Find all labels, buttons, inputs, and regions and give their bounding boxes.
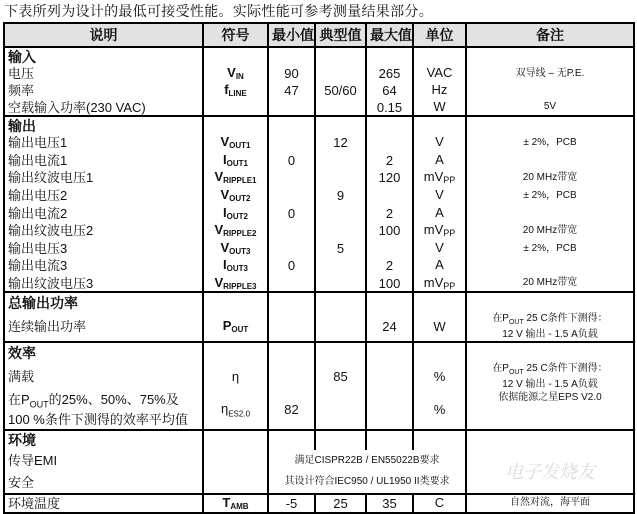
min-value <box>268 99 315 116</box>
typ-value: 12 <box>315 134 366 152</box>
max-value <box>366 134 413 152</box>
typ-value: 85 <box>315 362 366 391</box>
table-row <box>4 99 634 116</box>
description: 输出电压2 <box>4 187 203 205</box>
table-row <box>4 312 634 342</box>
max-value: 64 <box>366 82 413 99</box>
section-header-row <box>4 47 634 65</box>
symbol: $I_{OUT2}$ <box>223 204 248 221</box>
min-value <box>268 275 315 293</box>
table-row <box>4 204 634 222</box>
table-row <box>4 187 634 205</box>
description: 输出纹波电压3 <box>4 275 203 293</box>
unit: % <box>413 391 466 429</box>
min-value: 0 <box>268 204 315 222</box>
note <box>466 204 634 222</box>
unit: $mV_{PP}$ <box>423 169 456 186</box>
intro-text: 下表所列为设计的最低可接受性能。实际性能可参考测量结果部分。 <box>4 4 433 20</box>
column-header: 备注 <box>466 23 634 47</box>
max-value: 0.15 <box>366 99 413 116</box>
typ-value <box>315 152 366 170</box>
symbol: $I_{OUT3}$ <box>223 257 248 274</box>
table-row <box>4 65 634 82</box>
section-header-row <box>4 292 634 312</box>
note: 在$P_{OUT}$ 25 C条件下测得： 12 V 输出 - 1.5 A负载 <box>466 312 634 342</box>
min-value: 0 <box>268 257 315 275</box>
description: 安全 <box>4 472 203 494</box>
unit: W <box>413 312 466 342</box>
note: ± 2%，PCB <box>466 134 634 152</box>
description: 输出纹波电压2 <box>4 222 203 240</box>
typ-value <box>315 222 366 240</box>
description: 传导EMI <box>4 450 203 472</box>
column-header: 单位 <box>413 23 466 47</box>
max-value: 2 <box>366 204 413 222</box>
typ-value: 25 <box>315 494 366 513</box>
note: 20 MHz带宽 <box>466 169 634 187</box>
max-value: 265 <box>366 65 413 82</box>
symbol: $\eta_{ES2.0}$ <box>203 391 268 429</box>
symbol: $V_{RIPPLE1}$ <box>214 169 257 186</box>
typ-value <box>315 65 366 82</box>
typ-value: 50/60 <box>315 82 366 99</box>
typ-value <box>315 204 366 222</box>
description: 空载输入功率(230 VAC) <box>4 99 203 116</box>
section-title: 输出 <box>4 116 203 134</box>
symbol: $V_{OUT2}$ <box>220 187 251 204</box>
section-title: 效率 <box>4 342 203 362</box>
description: 输出纹波电压1 <box>4 169 203 187</box>
section-title: 总输出功率 <box>4 292 203 312</box>
min-value <box>268 169 315 187</box>
table-row <box>4 275 634 293</box>
table-row <box>4 169 634 187</box>
note: 其设计符合IEC950 / UL1950 II类要求 <box>268 472 466 494</box>
min-value: 90 <box>268 65 315 82</box>
symbol: $V_{RIPPLE2}$ <box>214 222 257 239</box>
symbol: η <box>203 362 268 391</box>
max-value: 24 <box>366 312 413 342</box>
symbol: $V_{OUT1}$ <box>220 134 251 151</box>
description: 在$P_{OUT}$的25%、50%、75%及 100 %条件下测得的效率平均值 <box>4 391 203 429</box>
note: 满足CISPR22B / EN55022B要求 <box>268 450 466 472</box>
note <box>466 257 634 275</box>
section-header-row <box>4 116 634 134</box>
symbol: $I_{OUT1}$ <box>223 151 248 168</box>
max-value: 2 <box>366 152 413 170</box>
note: 5V <box>466 99 634 116</box>
min-value <box>268 222 315 240</box>
symbol: $V_{OUT3}$ <box>220 239 251 256</box>
table-row <box>4 152 634 170</box>
unit: V <box>435 134 444 150</box>
unit: A <box>435 151 444 167</box>
column-header: 典型值 <box>315 23 366 47</box>
table-row <box>4 222 634 240</box>
section-header-row <box>4 430 634 450</box>
section-title: 环境 <box>4 430 203 450</box>
max-value: 120 <box>366 169 413 187</box>
typ-value <box>315 169 366 187</box>
typ-value <box>315 99 366 116</box>
symbol: $V_{IN}$ <box>227 65 244 81</box>
table-row <box>4 257 634 275</box>
description: 输出电流2 <box>4 204 203 222</box>
note <box>466 152 634 170</box>
min-value <box>268 240 315 258</box>
unit: $mV_{PP}$ <box>423 222 456 239</box>
description: 频率 <box>4 82 203 99</box>
max-value: 100 <box>366 222 413 240</box>
symbol: $f_{LINE}$ <box>224 82 247 98</box>
note: 双导线 – 无P.E. <box>466 65 634 82</box>
symbol: $P_{OUT}$ <box>222 318 249 335</box>
section-title: 输入 <box>4 47 203 65</box>
min-value <box>268 187 315 205</box>
description: 环境温度 <box>4 494 203 513</box>
column-header: 说明 <box>4 23 203 47</box>
note: 依据能源之星EPS V2.0 <box>466 391 634 429</box>
section-header-row <box>4 342 634 362</box>
table-row <box>4 134 634 152</box>
table-row <box>4 362 634 391</box>
typ-value <box>315 275 366 293</box>
watermark-logo: 电子发烧友 <box>505 462 595 482</box>
typ-value: 9 <box>315 187 366 205</box>
note: 在$P_{OUT}$ 25 C条件下测得： 12 V 输出 - 1.5 A负载 <box>466 362 634 391</box>
table-row <box>4 240 634 258</box>
note: ± 2%，PCB <box>466 240 634 258</box>
table-row <box>4 494 634 513</box>
unit: Hz <box>431 82 448 97</box>
description: 电压 <box>4 65 203 82</box>
description: 输出电压3 <box>4 240 203 258</box>
min-value <box>268 134 315 152</box>
typ-value <box>315 257 366 275</box>
table-row <box>4 391 634 429</box>
unit: A <box>435 204 444 220</box>
description: 满载 <box>4 362 203 391</box>
header-row <box>4 23 634 47</box>
unit: $mV_{PP}$ <box>423 274 456 291</box>
unit: W <box>433 98 446 114</box>
min-value: 0 <box>268 152 315 170</box>
spec-table <box>3 22 635 514</box>
note: 自然对流，海平面 <box>466 494 634 513</box>
max-value: 2 <box>366 257 413 275</box>
symbol: $V_{RIPPLE3}$ <box>214 274 257 291</box>
symbol: $T_{AMB}$ <box>222 494 249 511</box>
unit: A <box>435 257 444 273</box>
max-value: 35 <box>366 494 413 513</box>
table-row <box>4 82 634 99</box>
note <box>466 82 634 99</box>
description: 连续输出功率 <box>4 312 203 342</box>
column-header: 最小值 <box>268 23 315 47</box>
description: 输出电压1 <box>4 134 203 152</box>
unit: V <box>435 187 444 203</box>
unit: C <box>434 494 445 510</box>
max-value <box>366 240 413 258</box>
min-value: 47 <box>268 82 315 99</box>
column-header: 最大值 <box>366 23 413 47</box>
unit: % <box>413 362 466 391</box>
max-value <box>366 187 413 205</box>
max-value: 100 <box>366 275 413 293</box>
note: 20 MHz带宽 <box>466 275 634 293</box>
unit: VAC <box>426 65 453 80</box>
description: 输出电流3 <box>4 257 203 275</box>
description: 输出电流1 <box>4 152 203 170</box>
unit: V <box>435 239 444 255</box>
note: ± 2%，PCB <box>466 187 634 205</box>
typ-value: 5 <box>315 240 366 258</box>
min-value: 82 <box>268 391 315 429</box>
note: 20 MHz带宽 <box>466 222 634 240</box>
column-header: 符号 <box>203 23 268 47</box>
min-value: -5 <box>268 494 315 513</box>
